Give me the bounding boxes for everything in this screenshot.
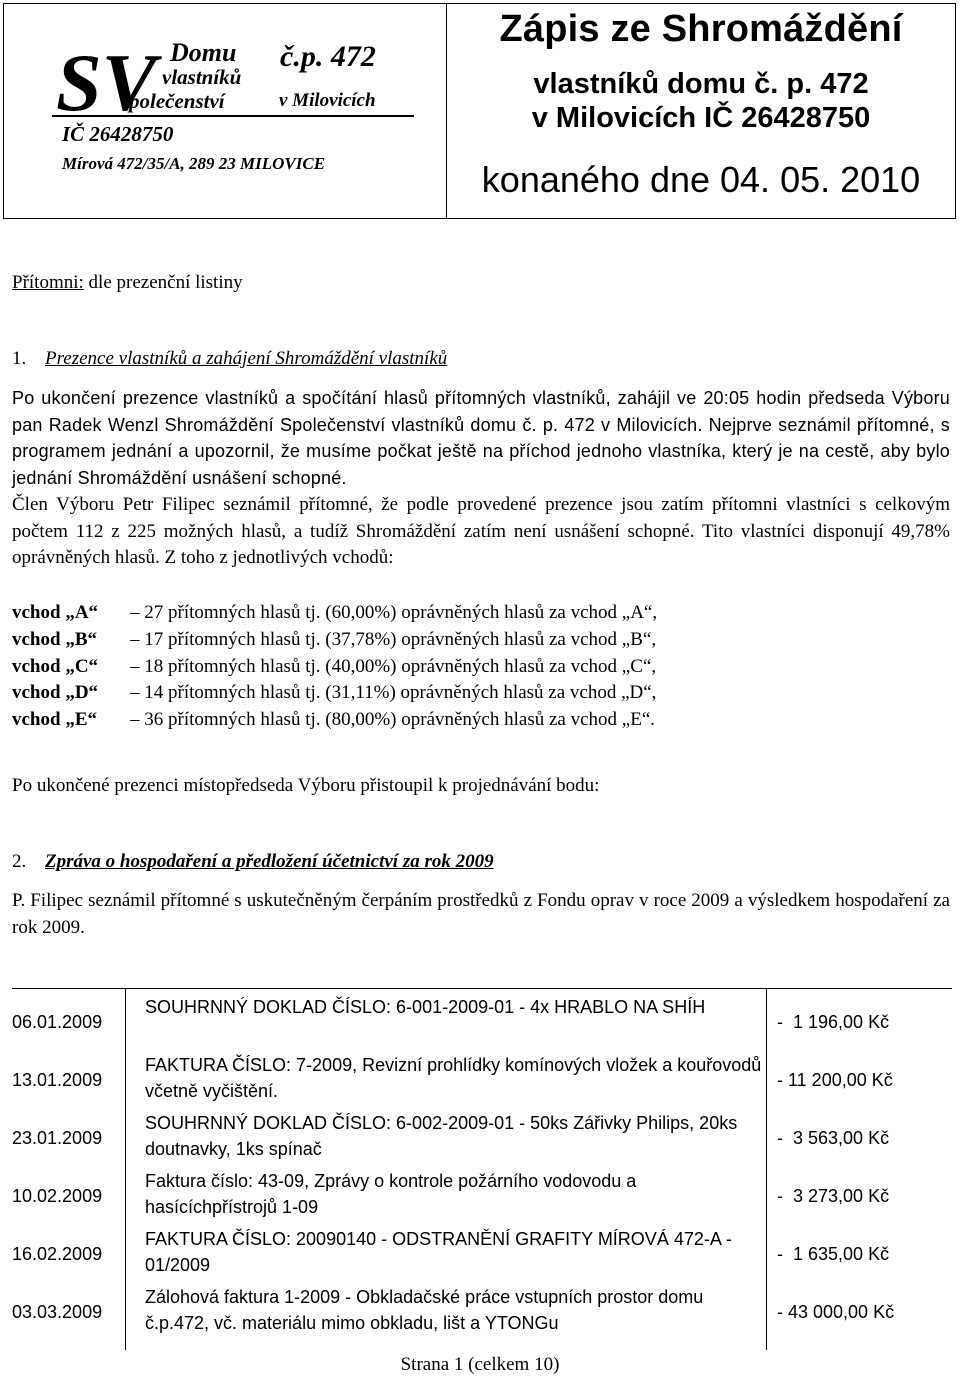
attendance-label: Přítomni: <box>12 272 84 293</box>
page-footer: Strana 1 (celkem 10) <box>400 1354 560 1375</box>
section-1-closing: Po ukončené prezenci místopředseda Výboru přistoupil k projednávání bodu: <box>12 775 600 796</box>
document-title: Zápis ze Shromáždění <box>499 8 903 50</box>
logo-place: v Milovicích <box>279 90 376 111</box>
entrance-row <box>12 680 656 706</box>
section-1-text-opening: Po ukončení prezence vlastníků a spočítání hlasů přítomných vlastníků, zahájil ve 20:05 hodin předseda Výboru pan Radek Wenzl Shromáždění Společenství vlastníků domu č. p. 472 v Milovicích. <box>12 388 950 435</box>
row-amount: - 43 000,00 Kč <box>777 1302 895 1322</box>
table-row <box>12 1278 952 1336</box>
document-subtitle-2: v Milovicích IČ 26428750 <box>531 102 871 134</box>
row-description: SOUHRNNÝ DOKLAD ČÍSLO: 6-002-2009-01 - 50ks Zářivky Philips, 20ks doutnavky, 1ks spínač <box>145 1113 738 1159</box>
section-1-number: 1. <box>12 348 27 369</box>
section-2-para: P. Filipec seznámil přítomné s uskutečněným čerpáním prostředků z Fondu oprav v roce 2009 a výsledkem hospodaření za rok 2009. <box>12 890 950 938</box>
document-subtitle-1: vlastníků domu č. p. 472 <box>533 68 869 100</box>
row-description: Faktura číslo: 43-09, Zprávy o kontrole požárního vodovodu a hasícíchpřístrojů 1-09 <box>145 1171 637 1217</box>
row-amount: - 1 196,00 Kč <box>777 1012 890 1032</box>
table-row <box>12 1220 952 1278</box>
row-description: Zálohová faktura 1-2009 - Obkladačské práce vstupních prostor domu č.p.472, vč. materiálu mimo obkladu, lišt a YTONGu <box>145 1287 704 1333</box>
logo-address: Mírová 472/35/A, 289 23 MILOVICE <box>62 154 326 173</box>
row-date: 13.01.2009 <box>12 1070 103 1090</box>
entrance-text: – 14 přítomných hlasů tj. (31,11%) oprávněných hlasů za vchod „D“, <box>130 682 657 703</box>
entrance-text: – 18 přítomných hlasů tj. (40,00%) oprávněných hlasů za vchod „C“, <box>130 656 657 677</box>
section-2-number: 2. <box>12 851 27 872</box>
row-description: FAKTURA ČÍSLO: 7-2009, Revizní prohlídky komínových vložek a kouřovodů včetně vyčištění. <box>145 1055 762 1101</box>
row-amount: - 3 273,00 Kč <box>777 1186 890 1206</box>
entrance-label: vchod „C“ <box>12 656 99 677</box>
logo-line2: vlastníků <box>162 65 242 89</box>
logo-line1: Domu <box>170 38 237 67</box>
entrance-text: – 27 přítomných hlasů tj. (60,00%) oprávněných hlasů za vchod „A“, <box>130 602 658 623</box>
row-amount: - 3 563,00 Kč <box>777 1128 890 1148</box>
row-date: 06.01.2009 <box>12 1012 103 1032</box>
entrance-label: vchod „E“ <box>12 709 97 730</box>
section-1-text-program: Nejprve seznámil přítomné, s programem jednání a upozornil, že musíme počkat ještě na příchod jednoho vlastníka, který je na cestě, aby bylo jednání Shromáždění usnášení schopné. <box>12 414 951 488</box>
section-1-heading <box>12 346 447 373</box>
entrance-text: – 36 přítomných hlasů tj. (80,00%) oprávněných hlasů za vchod „E“. <box>130 709 655 730</box>
attendance-line <box>12 270 243 297</box>
section-1-title: Prezence vlastníků a zahájení Shromáždění vlastníků <box>45 348 448 369</box>
table-row <box>12 1046 952 1104</box>
row-amount: - 1 635,00 Kč <box>777 1244 890 1264</box>
logo-letters: SV <box>56 37 157 128</box>
row-description: FAKTURA ČÍSLO: 20090140 - ODSTRANĚNÍ GRAFITY MÍROVÁ 472-A - 01/2009 <box>145 1229 732 1275</box>
section-2-heading <box>12 849 494 876</box>
association-logo <box>4 4 446 218</box>
section-1-para-2: Člen Výboru Petr Filipec seznámil přítomné, že podle provedené prezence jsou zatím přítomni vlastníci s celkovým počtem 112 z 225 možných hlasů, a tudíž Shromáždění zatím není usnášení schopné. Tito vlastníci disponují 49,78% oprávněných hlasů. Z toho z jednotlivých vchodů: <box>12 494 950 568</box>
entrance-row <box>12 627 656 653</box>
row-description: SOUHRNNÝ DOKLAD ČÍSLO: 6-001-2009-01 - 4x HRABLO NA SHÍH <box>145 997 706 1017</box>
row-date: 23.01.2009 <box>12 1128 103 1148</box>
entrance-label: vchod „B“ <box>12 629 97 650</box>
row-date: 16.02.2009 <box>12 1244 103 1264</box>
header-box <box>3 3 956 219</box>
row-date: 03.03.2009 <box>12 1302 103 1322</box>
section-2-title: Zpráva o hospodaření a předložení účetnictví za rok 2009 <box>45 851 494 872</box>
table-row <box>12 1162 952 1220</box>
entrance-row <box>12 654 656 680</box>
entrance-text: – 17 přítomných hlasů tj. (37,78%) oprávněných hlasů za vchod „B“, <box>130 629 657 650</box>
entrance-label: vchod „A“ <box>12 602 99 623</box>
header-title-block <box>447 4 955 218</box>
section-1-para-1 <box>12 385 950 491</box>
logo-number: č.p. 472 <box>280 40 376 73</box>
entrance-label: vchod „D“ <box>12 682 99 703</box>
entrance-row <box>12 600 657 626</box>
meeting-date: konaného dne 04. 05. 2010 <box>481 159 921 200</box>
entrance-row <box>12 707 655 733</box>
expense-table <box>12 988 952 1336</box>
row-date: 10.02.2009 <box>12 1186 103 1206</box>
attendance-value: dle prezenční listiny <box>83 272 243 293</box>
row-amount: - 11 200,00 Kč <box>777 1070 893 1090</box>
logo-ic: IČ 26428750 <box>62 122 174 146</box>
table-row <box>12 988 952 1046</box>
table-row <box>12 1104 952 1162</box>
logo-line3: polečenství <box>129 89 225 113</box>
